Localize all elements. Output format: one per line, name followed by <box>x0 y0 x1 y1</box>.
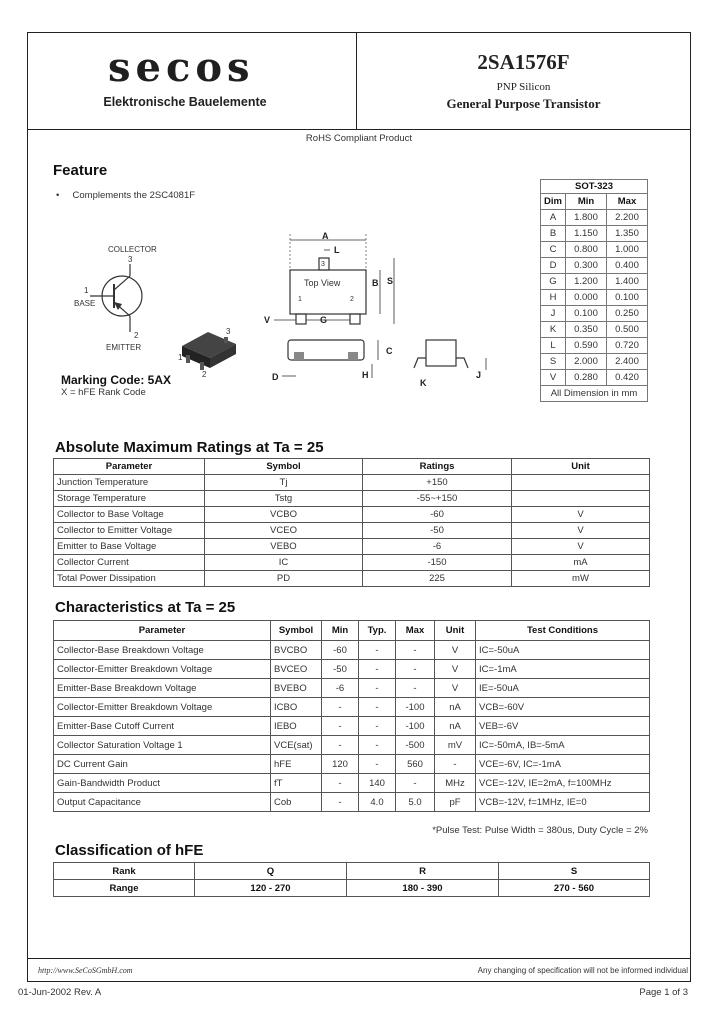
dim-row <box>541 338 648 354</box>
char-cell: VCB=-12V, f=1MHz, IE=0 <box>476 793 650 812</box>
dim-cell: 1.800 <box>566 210 607 226</box>
abs-cell: -150 <box>363 555 512 571</box>
dim-cell: 0.590 <box>566 338 607 354</box>
abs-cell: VCBO <box>205 507 363 523</box>
class-value-q: 120 - 270 <box>195 880 347 897</box>
char-cell: VCE(sat) <box>271 736 322 755</box>
class-header-r: R <box>347 863 499 880</box>
abs-header-unit: Unit <box>512 459 650 475</box>
abs-cell: VCEO <box>205 523 363 539</box>
char-header-symbol: Symbol <box>271 621 322 641</box>
pkg-pin2: 2 <box>202 370 207 379</box>
dim-cell: L <box>541 338 566 354</box>
dim-row <box>541 370 648 386</box>
page-number: Page 1 of 3 <box>639 987 688 998</box>
abs-row <box>54 491 650 507</box>
abs-cell: V <box>512 539 650 555</box>
dim-row <box>541 258 648 274</box>
dim-cell: 2.400 <box>606 354 647 370</box>
char-cell: nA <box>435 717 476 736</box>
dim-cell: J <box>541 306 566 322</box>
dim-label-L: L <box>334 245 340 255</box>
char-cell: - <box>396 774 435 793</box>
char-cell: BVCEO <box>271 660 322 679</box>
char-cell: - <box>435 755 476 774</box>
char-cell: nA <box>435 698 476 717</box>
dim-label-H: H <box>362 370 369 380</box>
characteristics-table <box>53 620 650 812</box>
part-number: 2SA1576F <box>477 50 570 74</box>
dim-cell: 0.800 <box>566 242 607 258</box>
abs-row <box>54 523 650 539</box>
abs-header-parameter: Parameter <box>54 459 205 475</box>
char-cell: V <box>435 660 476 679</box>
dim-cell: 0.420 <box>606 370 647 386</box>
char-cell: VEB=-6V <box>476 717 650 736</box>
package-illustration <box>174 322 244 380</box>
char-row <box>54 736 650 755</box>
dim-label-B: B <box>372 278 379 288</box>
char-cell: 120 <box>322 755 359 774</box>
company-tagline: Elektronische Bauelemente <box>103 95 267 109</box>
label-collector: COLLECTOR <box>108 245 157 254</box>
char-cell: -50 <box>322 660 359 679</box>
abs-cell: Tj <box>205 475 363 491</box>
char-row <box>54 755 650 774</box>
abs-cell: -60 <box>363 507 512 523</box>
char-cell: Collector Saturation Voltage 1 <box>54 736 271 755</box>
char-cell: -60 <box>322 641 359 660</box>
char-cell: - <box>396 679 435 698</box>
dim-label-K: K <box>420 378 427 388</box>
dim-cell: G <box>541 274 566 290</box>
footer-url[interactable]: http://www.SeCoSGmbH.com <box>38 966 133 975</box>
char-header-test: Test Conditions <box>476 621 650 641</box>
abs-cell: mW <box>512 571 650 587</box>
dim-cell: 1.200 <box>566 274 607 290</box>
abs-max-table <box>53 458 650 587</box>
abs-cell: Junction Temperature <box>54 475 205 491</box>
dim-row <box>541 290 648 306</box>
char-cell: mV <box>435 736 476 755</box>
marking-code: Marking Code: 5AX <box>61 373 172 387</box>
dim-cell: 1.350 <box>606 226 647 242</box>
abs-row <box>54 507 650 523</box>
char-cell: - <box>359 698 396 717</box>
char-header-max: Max <box>396 621 435 641</box>
dim-cell: 0.100 <box>566 306 607 322</box>
char-cell: Emitter-Base Breakdown Voltage <box>54 679 271 698</box>
abs-cell: -6 <box>363 539 512 555</box>
dim-cell: D <box>541 258 566 274</box>
char-cell: V <box>435 641 476 660</box>
char-header-parameter: Parameter <box>54 621 271 641</box>
dim-row <box>541 242 648 258</box>
abs-cell: Tstg <box>205 491 363 507</box>
abs-cell: Collector Current <box>54 555 205 571</box>
char-cell: - <box>359 679 396 698</box>
dim-cell: S <box>541 354 566 370</box>
char-cell: BVCBO <box>271 641 322 660</box>
char-cell: IE=-50uA <box>476 679 650 698</box>
drw-pin2: 2 <box>350 296 354 303</box>
dim-cell: 0.280 <box>566 370 607 386</box>
dim-table-title: SOT-323 <box>541 180 648 194</box>
dim-cell: K <box>541 322 566 338</box>
dim-cell: 0.000 <box>566 290 607 306</box>
char-header-unit: Unit <box>435 621 476 641</box>
abs-cell: Emitter to Base Voltage <box>54 539 205 555</box>
abs-header-symbol: Symbol <box>205 459 363 475</box>
dim-cell: V <box>541 370 566 386</box>
class-value-s: 270 - 560 <box>499 880 650 897</box>
abs-cell: V <box>512 523 650 539</box>
dim-cell: 1.400 <box>606 274 647 290</box>
dim-row <box>541 322 648 338</box>
abs-row <box>54 555 650 571</box>
char-cell: Collector-Emitter Breakdown Voltage <box>54 698 271 717</box>
dim-row <box>541 354 648 370</box>
dim-table-footer: All Dimension in mm <box>541 386 648 402</box>
char-cell: Gain-Bandwidth Product <box>54 774 271 793</box>
char-cell: DC Current Gain <box>54 755 271 774</box>
char-cell: - <box>359 660 396 679</box>
char-cell: - <box>322 774 359 793</box>
char-cell: IC=-50uA <box>476 641 650 660</box>
abs-cell: VEBO <box>205 539 363 555</box>
drw-pin1: 1 <box>298 296 302 303</box>
char-header-typ: Typ. <box>359 621 396 641</box>
abs-cell: IC <box>205 555 363 571</box>
abs-max-heading: Absolute Maximum Ratings at Ta = 25 <box>55 439 324 456</box>
class-header-q: Q <box>195 863 347 880</box>
char-cell: - <box>359 641 396 660</box>
label-pin3: 3 <box>128 255 133 264</box>
char-cell: V <box>435 679 476 698</box>
char-cell: -100 <box>396 698 435 717</box>
dim-cell: 0.350 <box>566 322 607 338</box>
class-row-label: Range <box>54 880 195 897</box>
dim-cell: 0.100 <box>606 290 647 306</box>
char-row <box>54 698 650 717</box>
transistor-symbol <box>70 240 165 355</box>
char-cell: hFE <box>271 755 322 774</box>
char-cell: BVEBO <box>271 679 322 698</box>
char-cell: 5.0 <box>396 793 435 812</box>
header-bottom-rule <box>27 129 691 130</box>
abs-cell: PD <box>205 571 363 587</box>
char-row <box>54 793 650 812</box>
label-pin1: 1 <box>84 286 89 295</box>
classification-table <box>53 862 650 897</box>
abs-cell: V <box>512 507 650 523</box>
char-cell: 560 <box>396 755 435 774</box>
dim-row <box>541 210 648 226</box>
dim-row <box>541 274 648 290</box>
char-header-min: Min <box>322 621 359 641</box>
feature-bullet-text: Complements the 2SC4081F <box>72 190 196 201</box>
dim-header-max: Max <box>606 194 647 210</box>
dim-cell: 0.250 <box>606 306 647 322</box>
label-emitter: EMITTER <box>106 343 142 352</box>
char-cell: - <box>359 736 396 755</box>
char-cell: -6 <box>322 679 359 698</box>
dim-cell: 0.720 <box>606 338 647 354</box>
char-cell: -500 <box>396 736 435 755</box>
characteristics-heading: Characteristics at Ta = 25 <box>55 599 236 616</box>
char-cell: IC=-1mA <box>476 660 650 679</box>
pulse-test-note: *Pulse Test: Pulse Width = 380us, Duty Cycle = 2% <box>432 825 648 836</box>
dim-cell: 1.150 <box>566 226 607 242</box>
char-row <box>54 679 650 698</box>
dim-cell: H <box>541 290 566 306</box>
abs-cell: mA <box>512 555 650 571</box>
dim-row <box>541 226 648 242</box>
abs-cell <box>512 491 650 507</box>
dim-label-D: D <box>272 372 279 382</box>
char-cell: MHz <box>435 774 476 793</box>
company-logo: secos <box>108 44 255 91</box>
char-cell: - <box>322 717 359 736</box>
dim-cell: 2.000 <box>566 354 607 370</box>
char-cell: 4.0 <box>359 793 396 812</box>
part-description: General Purpose Transistor <box>446 96 601 111</box>
dim-label-V: V <box>264 315 271 325</box>
abs-cell: -50 <box>363 523 512 539</box>
footer-notice: Any changing of specification will not be informed individual <box>477 966 688 975</box>
char-row <box>54 660 650 679</box>
dim-label-A: A <box>322 231 329 241</box>
char-cell: - <box>322 736 359 755</box>
dim-header-min: Min <box>566 194 607 210</box>
char-cell: VCE=-12V, IE=2mA, f=100MHz <box>476 774 650 793</box>
package-outline-drawing <box>262 228 532 398</box>
dim-cell: B <box>541 226 566 242</box>
abs-row <box>54 539 650 555</box>
top-view-label: Top View <box>304 278 341 288</box>
abs-cell: 225 <box>363 571 512 587</box>
char-row <box>54 641 650 660</box>
char-cell: IEBO <box>271 717 322 736</box>
char-cell: VCE=-6V, IC=-1mA <box>476 755 650 774</box>
class-header-s: S <box>499 863 650 880</box>
dimension-table <box>540 179 648 402</box>
dim-cell: A <box>541 210 566 226</box>
abs-cell: Storage Temperature <box>54 491 205 507</box>
char-cell: - <box>396 641 435 660</box>
char-cell: Output Capacitance <box>54 793 271 812</box>
char-cell: - <box>359 755 396 774</box>
abs-cell: Collector to Base Voltage <box>54 507 205 523</box>
char-cell: ICBO <box>271 698 322 717</box>
dim-header-dim: Dim <box>541 194 566 210</box>
char-cell: - <box>322 698 359 717</box>
dim-label-C: C <box>386 346 393 356</box>
pkg-pin3: 3 <box>226 327 231 336</box>
dim-label-J: J <box>476 370 482 380</box>
dim-cell: C <box>541 242 566 258</box>
dim-row <box>541 306 648 322</box>
drw-pin3: 3 <box>321 261 325 268</box>
abs-cell: -55~+150 <box>363 491 512 507</box>
char-cell: - <box>322 793 359 812</box>
abs-row <box>54 571 650 587</box>
char-cell: Emitter-Base Cutoff Current <box>54 717 271 736</box>
char-cell: 140 <box>359 774 396 793</box>
footer-rule <box>27 958 691 959</box>
char-cell: -100 <box>396 717 435 736</box>
abs-cell: +150 <box>363 475 512 491</box>
class-header-rank: Rank <box>54 863 195 880</box>
part-type: PNP Silicon <box>496 81 551 93</box>
dim-cell: 1.000 <box>606 242 647 258</box>
char-cell: pF <box>435 793 476 812</box>
char-cell: IC=-50mA, IB=-5mA <box>476 736 650 755</box>
char-cell: - <box>359 717 396 736</box>
feature-heading: Feature <box>53 162 108 179</box>
dim-cell: 0.300 <box>566 258 607 274</box>
char-row <box>54 717 650 736</box>
marking-note: X = hFE Rank Code <box>61 387 146 398</box>
feature-bullet: • Complements the 2SC4081F <box>56 190 196 201</box>
char-cell: VCB=-60V <box>476 698 650 717</box>
char-row <box>54 774 650 793</box>
revision-date: 01-Jun-2002 Rev. A <box>18 987 102 998</box>
rohs-note: RoHS Compliant Product <box>305 133 413 144</box>
class-value-r: 180 - 390 <box>347 880 499 897</box>
char-cell: fT <box>271 774 322 793</box>
dim-label-S: S <box>387 276 394 286</box>
label-pin2: 2 <box>134 331 139 340</box>
dim-label-G: G <box>320 315 328 325</box>
dim-cell: 0.500 <box>606 322 647 338</box>
abs-cell: Collector to Emitter Voltage <box>54 523 205 539</box>
char-cell: Collector-Base Breakdown Voltage <box>54 641 271 660</box>
pkg-pin1: 1 <box>178 353 183 362</box>
char-cell: Cob <box>271 793 322 812</box>
abs-row <box>54 475 650 491</box>
abs-cell: Total Power Dissipation <box>54 571 205 587</box>
char-cell: - <box>396 660 435 679</box>
abs-cell <box>512 475 650 491</box>
abs-header-ratings: Ratings <box>363 459 512 475</box>
char-cell: Collector-Emitter Breakdown Voltage <box>54 660 271 679</box>
label-base: BASE <box>74 299 96 308</box>
dim-cell: 2.200 <box>606 210 647 226</box>
dim-cell: 0.400 <box>606 258 647 274</box>
classification-heading: Classification of hFE <box>55 842 204 859</box>
